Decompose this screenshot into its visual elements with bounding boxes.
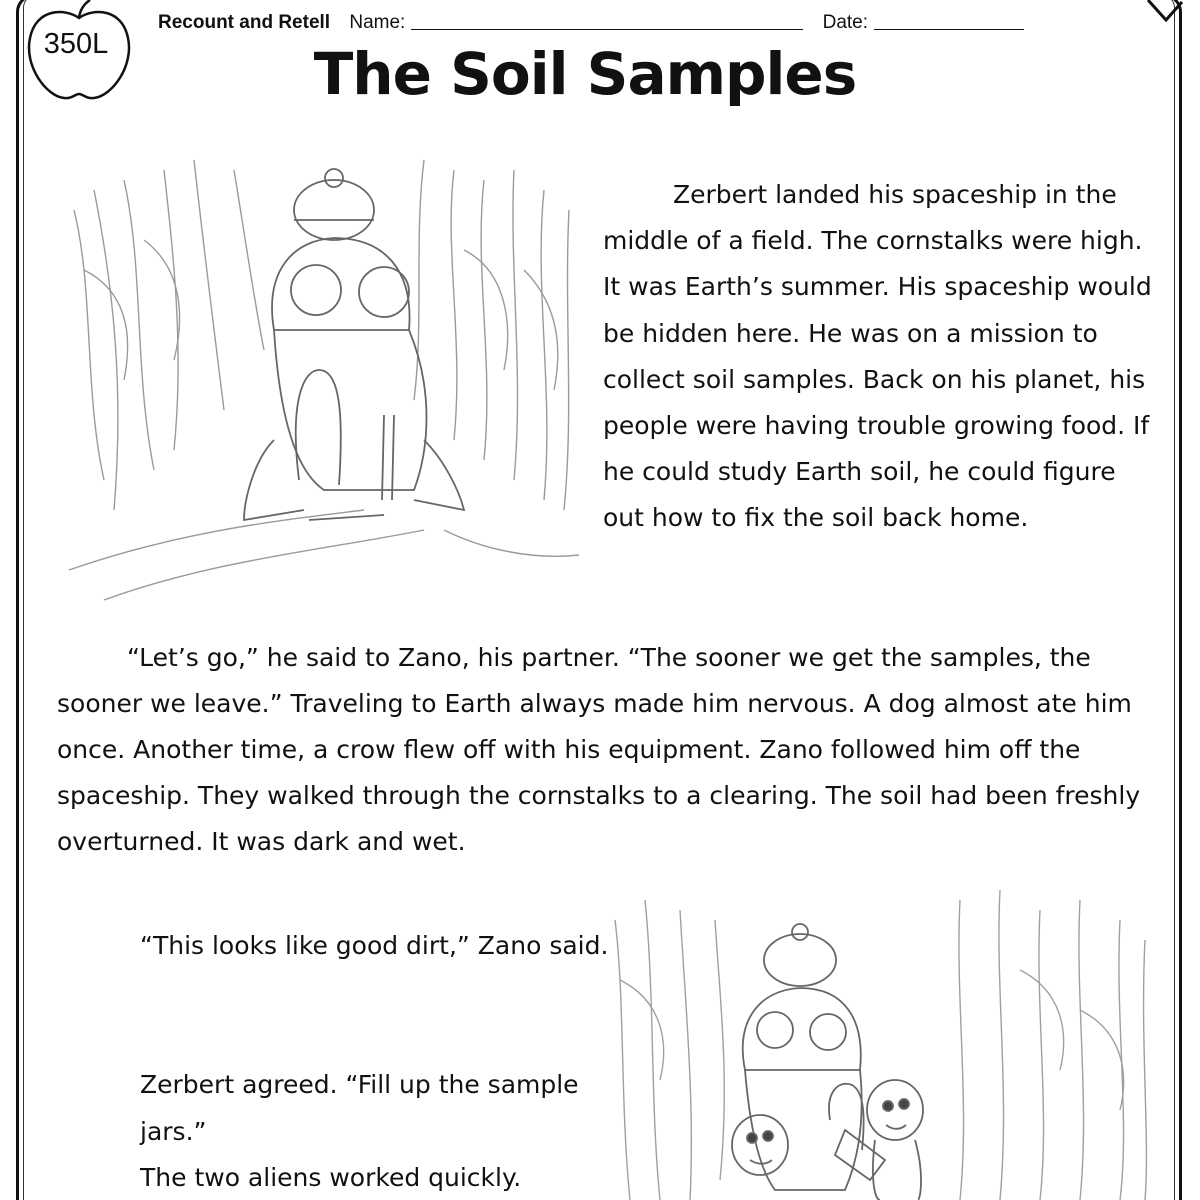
- corner-ornament-icon: [1146, 0, 1184, 22]
- paragraph-4: Zerbert agreed. “Fill up the sample jars.”: [140, 1070, 579, 1146]
- date-blank[interactable]: [874, 14, 1024, 30]
- date-label: Date:: [822, 12, 869, 33]
- worksheet-type: Recount and Retell: [158, 12, 331, 33]
- paragraph-2: “Let’s go,” he said to Zano, his partner. “The sooner we get the samples, the sooner we leave.” Traveling to Earth always made him nervous. A dog almost ate him once. Another time, a crow flew off with his equipment. Zano followed him off the spaceship. They walked through the cornstalks to a clearing. The soil had been freshly overturned. It was dark and wet.: [57, 643, 1141, 856]
- lexile-level: 350L: [43, 28, 109, 60]
- spaceship-cornfield-illustration: [64, 150, 584, 610]
- paragraph-3: “This looks like good dirt,” Zano said.: [140, 931, 609, 960]
- story-title: The Soil Samples: [313, 40, 857, 108]
- worksheet-header: [158, 12, 1024, 34]
- paragraph-5: The two aliens worked quickly.: [140, 1163, 522, 1192]
- name-blank[interactable]: [411, 14, 803, 30]
- paragraph-1: Zerbert landed his spaceship in the middle of a field. The cornstalks were high. It was Earth’s summer. His spaceship would be hidden here. He was on a mission to collect soil samples. Back on his planet, his people were having trouble growing food. If he could study Earth soil, he could figure out how to fix the soil back home.: [603, 180, 1152, 533]
- name-label: Name:: [349, 12, 406, 33]
- aliens-spaceship-illustration: [600, 880, 1160, 1200]
